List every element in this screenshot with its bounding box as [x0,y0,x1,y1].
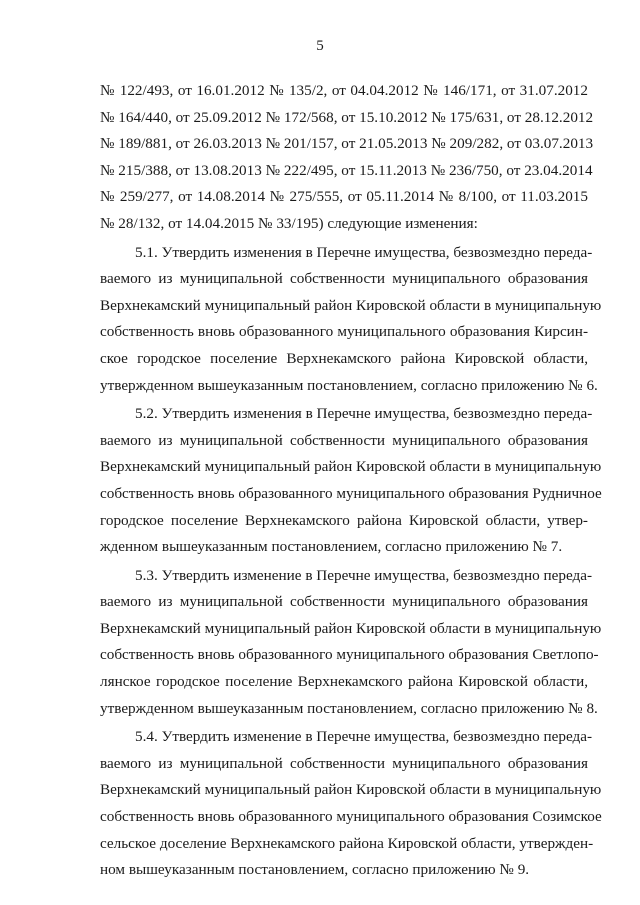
text-line: собственность вновь образованного муниципального образования Светлопо- [100,646,599,664]
text-line: жденном вышеуказанным постановлением, согласно приложению № 7. [100,538,563,556]
page-number: 5 [316,38,324,54]
text-line: Верхнекамский муниципальный район Кировской области в муниципальную [100,781,602,799]
text-line: собственность вновь образованного муниципального образования Кирсин- [100,323,588,341]
text-line: Верхнекамский муниципальный район Кировской области в муниципальную [100,458,602,476]
text-line: ном вышеуказанным постановлением, согласно приложению № 9. [100,861,530,879]
text-line: № 28/132, от 14.04.2015 № 33/195) следующие изменения: [100,214,478,232]
text-line: собственность вновь образованного муниципального образования Рудничное [100,484,602,502]
intro-paragraph [100,78,594,238]
text-line: городское поселение Верхнекамского района Кировской области, утвер- [100,511,588,529]
text-line: Верхнекамский муниципальный район Кировской области в муниципальную [100,296,602,314]
text-line: № 215/388, от 13.08.2013 № 222/495, от 15.11.2013 № 236/750, от 23.04.2014 [100,161,593,179]
text-line: 5.3. Утвердить изменение в Перечне имущества, безвозмездно переда- [135,566,593,584]
text-line: 5.4. Утвердить изменение в Перечне имущества, безвозмездно переда- [135,728,593,746]
paragraph-5-1 [100,240,602,400]
text-line: № 189/881, от 26.03.2013 № 201/157, от 21.05.2013 № 209/282, от 03.07.2013 [100,135,594,153]
text-line: лянское городское поселение Верхнекамского района Кировской области, [100,673,588,691]
text-line: Верхнекамский муниципальный район Кировской области в муниципальную [100,619,602,637]
text-line: сельское доселение Верхнекамского района Кировской области, утвержден- [100,834,594,852]
text-line: ваемого из муниципальной собственности муниципального образования [100,270,588,288]
text-line: ваемого из муниципальной собственности муниципального образования [100,431,588,449]
text-line: утвержденном вышеуказанным постановлением, согласно приложению № 8. [100,699,598,717]
text-line: № 122/493, от 16.01.2012 № 135/2, от 04.04.2012 № 146/171, от 31.07.2012 [100,82,588,99]
text-line: № 259/277, от 14.08.2014 № 275/555, от 05.11.2014 № 8/100, от 11.03.2015 [100,188,588,206]
document-body [100,78,602,884]
paragraph-5-2 [100,401,602,561]
text-line: собственность вновь образованного муниципального образования Созимское [100,808,602,826]
text-line: ваемого из муниципальной собственности муниципального образования [100,593,588,611]
text-line: ское городское поселение Верхнекамского района Кировской области, [100,349,588,367]
text-line: 5.2. Утвердить изменения в Перечне имущества, безвозмездно переда- [135,405,593,423]
text-line: ваемого из муниципальной собственности муниципального образования [100,754,588,772]
paragraph-5-4 [100,724,602,884]
paragraph-5-3 [100,563,602,723]
text-line: № 164/440, от 25.09.2012 № 172/568, от 15.10.2012 № 175/631, от 28.12.2012 [100,108,594,126]
text-line: 5.1. Утвердить изменения в Перечне имущества, безвозмездно переда- [135,243,593,261]
text-line: утвержденном вышеуказанным постановлением, согласно приложению № 6. [100,376,598,394]
